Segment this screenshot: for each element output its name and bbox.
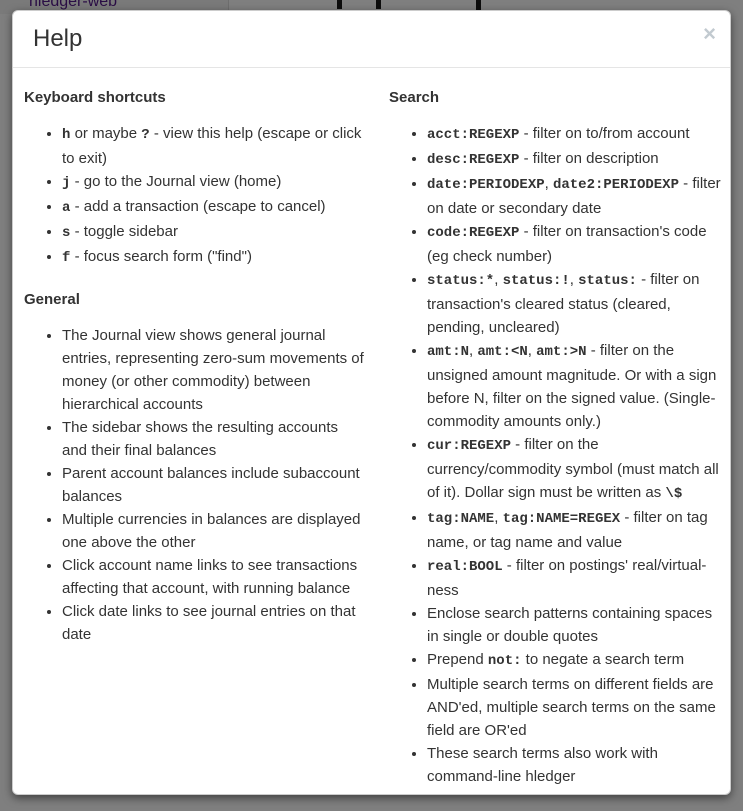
help-item <box>427 339 721 433</box>
help-list <box>24 324 367 646</box>
text-run: - toggle sidebar <box>70 223 178 240</box>
code-term: desc:REGEXP <box>427 152 520 168</box>
help-item <box>427 433 721 506</box>
code-term: a <box>62 200 71 216</box>
help-item <box>427 648 721 673</box>
help-item <box>62 462 367 508</box>
help-item <box>427 220 721 268</box>
code-term: j <box>62 175 71 191</box>
text-run: Click account name links to see transactions affecting that account, with running balance <box>62 557 358 597</box>
code-term: status:! <box>502 273 570 289</box>
help-item <box>62 600 367 646</box>
text-run: - filter on to/from account <box>519 125 690 142</box>
help-item <box>62 324 367 416</box>
text-run: - go to the Journal view (home) <box>70 173 282 190</box>
text-run: to negate a search term <box>521 651 685 668</box>
code-term: real:BOOL <box>427 559 503 575</box>
text-run: , <box>494 509 503 526</box>
help-modal <box>12 10 731 795</box>
code-term: ? <box>141 127 150 143</box>
help-column-left <box>24 89 367 795</box>
code-term: h <box>62 127 71 143</box>
code-term: status:* <box>427 273 495 289</box>
code-term: f <box>62 250 71 266</box>
section-heading: Keyboard shortcuts <box>24 89 166 106</box>
text-run: Multiple search terms on different fields are AND'ed, multiple search terms on the same field are OR'ed <box>427 676 716 739</box>
text-run: - filter on tag name, or tag name and value <box>427 509 708 551</box>
code-term: date:PERIODEXP <box>427 177 545 193</box>
help-item <box>62 195 367 220</box>
text-run: - filter on postings' real/virtual-ness <box>427 557 707 599</box>
text-run: or maybe <box>70 125 142 142</box>
text-run: , <box>494 271 503 288</box>
text-run: , <box>469 342 478 359</box>
modal-title: Help <box>33 25 83 52</box>
help-item <box>427 122 721 147</box>
text-run: - add a transaction (escape to cancel) <box>70 198 326 215</box>
code-term: s <box>62 225 71 241</box>
text-run: , <box>544 175 553 192</box>
help-item <box>427 554 721 602</box>
help-item <box>427 147 721 172</box>
help-item <box>62 508 367 554</box>
help-item <box>427 602 721 648</box>
modal-header <box>13 11 730 68</box>
code-term: \$ <box>665 486 683 502</box>
help-item <box>427 172 721 220</box>
help-item <box>62 245 367 270</box>
text-run: Prepend <box>427 651 488 668</box>
help-item <box>427 268 721 339</box>
text-run: The sidebar shows the resulting accounts and their final balances <box>62 419 338 459</box>
code-term: not: <box>487 653 522 669</box>
text-run: - filter on description <box>519 150 659 167</box>
help-item <box>427 742 721 788</box>
text-run: - filter on transaction's cleared status (cleared, pending, uncleared) <box>427 271 700 336</box>
text-run: - filter on date or secondary date <box>427 175 721 217</box>
code-term: tag:NAME=REGEX <box>502 511 621 527</box>
code-term: cur:REGEXP <box>427 438 512 454</box>
text-run: These search terms also work with command-line hledger <box>427 745 658 785</box>
code-term: amt:>N <box>536 344 587 360</box>
code-term: code:REGEXP <box>427 225 520 241</box>
help-item <box>62 554 367 600</box>
code-term: status: <box>578 273 637 289</box>
text-run: Click date links to see journal entries on that date <box>62 603 356 643</box>
help-column-right <box>389 89 721 795</box>
text-run: Enclose search patterns containing spaces in single or double quotes <box>427 605 713 645</box>
code-term: amt:<N <box>477 344 528 360</box>
text-run: Multiple currencies in balances are displayed one above the other <box>62 511 361 551</box>
help-list <box>24 122 367 270</box>
help-item <box>62 220 367 245</box>
text-run: , <box>527 342 537 359</box>
text-run: - filter on the unsigned amount magnitude. Or with a sign before N, filter on the signed value. (Single-commodity amounts only.) <box>427 342 717 430</box>
modal-body <box>13 68 730 795</box>
section-heading: Search <box>389 89 440 106</box>
text-run: The Journal view shows general journal entries, representing zero-sum movements of money (or other commodity) between hierarchical accounts <box>62 327 364 413</box>
text-run: Parent account balances include subaccount balances <box>62 465 360 505</box>
text-run: - view this help (escape or click to exit) <box>62 125 362 167</box>
help-item <box>62 170 367 195</box>
help-item <box>62 416 367 462</box>
text-run: - focus search form ("find") <box>70 248 252 265</box>
close-icon[interactable]: × <box>703 21 716 46</box>
help-item <box>427 673 721 742</box>
help-item <box>427 506 721 554</box>
help-item <box>62 122 367 170</box>
help-list <box>389 122 721 788</box>
code-term: tag:NAME <box>427 511 495 527</box>
code-term: date2:PERIODEXP <box>552 177 679 193</box>
text-run: - filter on the currency/commodity symbol (must match all of it). Dollar sign must be written as <box>427 436 719 501</box>
text-run: - filter on transaction's code (eg check number) <box>427 223 707 265</box>
code-term: amt:N <box>427 344 470 360</box>
section-heading: General <box>24 291 80 308</box>
code-term: acct:REGEXP <box>427 127 520 143</box>
text-run: , <box>569 271 579 288</box>
